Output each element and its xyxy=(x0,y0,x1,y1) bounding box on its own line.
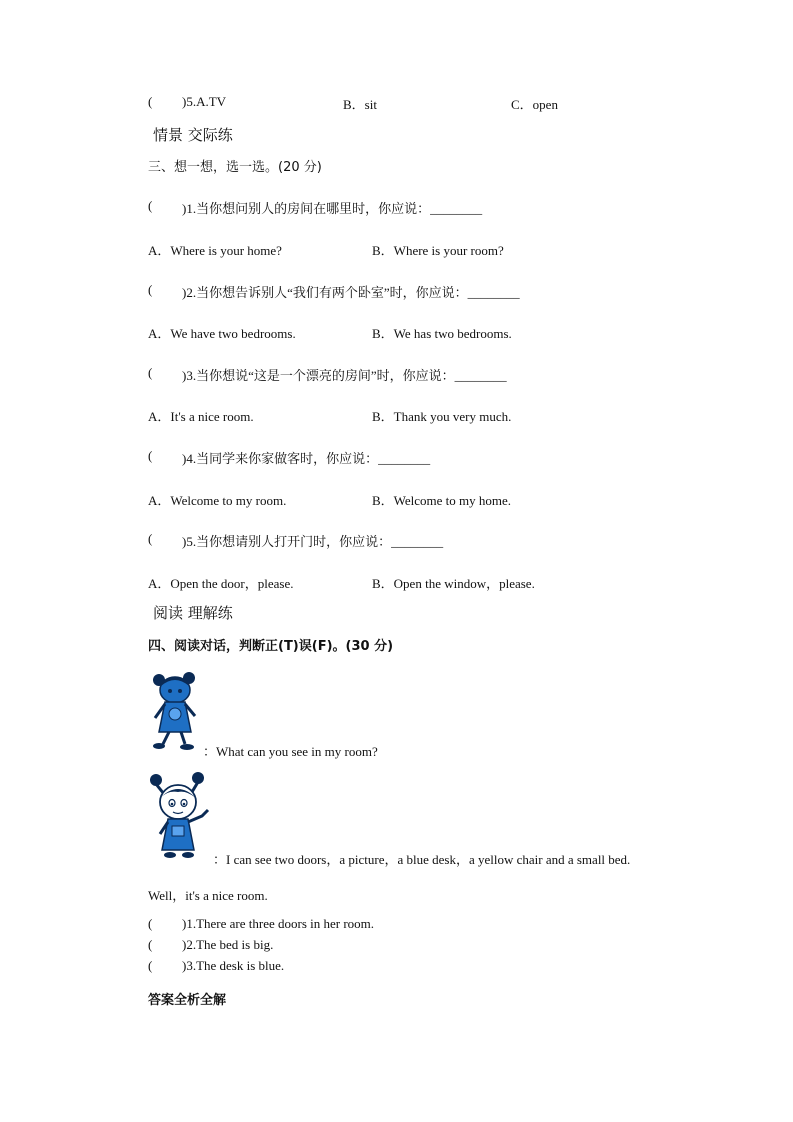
dialogue-line-3: Well，it's a nice room. xyxy=(148,888,268,903)
paren: ( xyxy=(148,937,153,952)
tf-text: )3.The desk is blue. xyxy=(182,958,285,973)
paren: ( xyxy=(148,282,153,297)
option-a: A．Where is your home? xyxy=(148,243,282,258)
option-b: B．Open the window，please. xyxy=(372,576,535,591)
question-text: )5.当你想请别人打开门时，你应说：________ xyxy=(182,534,444,549)
paren: ( xyxy=(148,365,153,380)
tf-text: )1.There are three doors in her room. xyxy=(182,916,375,931)
section-heading-reading: 阅读 理解练 xyxy=(153,604,233,622)
question-text: )2.当你想告诉别人“我们有两个卧室”时，你应说：________ xyxy=(182,285,520,300)
paren: ( xyxy=(148,448,153,463)
option-a: A．Welcome to my room. xyxy=(148,493,287,508)
option-b: B．We has two bedrooms. xyxy=(372,326,512,341)
paren: ( xyxy=(148,531,153,546)
girl-cartoon-icon xyxy=(145,670,203,752)
option-b: B．Welcome to my home. xyxy=(372,493,512,508)
paren: ( xyxy=(148,916,153,931)
question-text: )4.当同学来你家做客时，你应说：________ xyxy=(182,451,431,466)
dialogue-line-2: ：I can see two doors，a picture，a blue desk，a yellow chair and a small bed. xyxy=(213,852,631,867)
section-heading-situational: 情景 交际练 xyxy=(153,126,233,144)
paren: ( xyxy=(148,198,153,213)
tf-text: )2.The bed is big. xyxy=(182,937,274,952)
option-c: C．open xyxy=(511,97,558,112)
question-text: )1.当你想问别人的房间在哪里时，你应说：________ xyxy=(182,201,483,216)
option-b: B．Thank you very much. xyxy=(372,409,512,424)
dialogue-line-1: ：What can you see in my room? xyxy=(203,744,378,759)
paren: ( xyxy=(148,958,153,973)
option-a: A．We have two bedrooms. xyxy=(148,326,296,341)
option-b: B．sit xyxy=(343,97,377,112)
part4-title: 四、阅读对话，判断正(T)误(F)。(30 分) xyxy=(148,639,394,654)
part3-title: 三、想一想，选一选。(20 分) xyxy=(148,160,322,175)
question-text: )3.当你想说“这是一个漂亮的房间”时，你应说：________ xyxy=(182,368,507,383)
option-a: A．Open the door，please. xyxy=(148,576,294,591)
paren: ( xyxy=(148,94,153,109)
answer-heading: 答案全析全解 xyxy=(148,993,227,1008)
girl-cartoon-icon xyxy=(146,770,212,862)
option-a: A．It's a nice room. xyxy=(148,409,254,424)
question-number: )5.A.TV xyxy=(182,94,227,109)
option-b: B．Where is your room? xyxy=(372,243,504,258)
